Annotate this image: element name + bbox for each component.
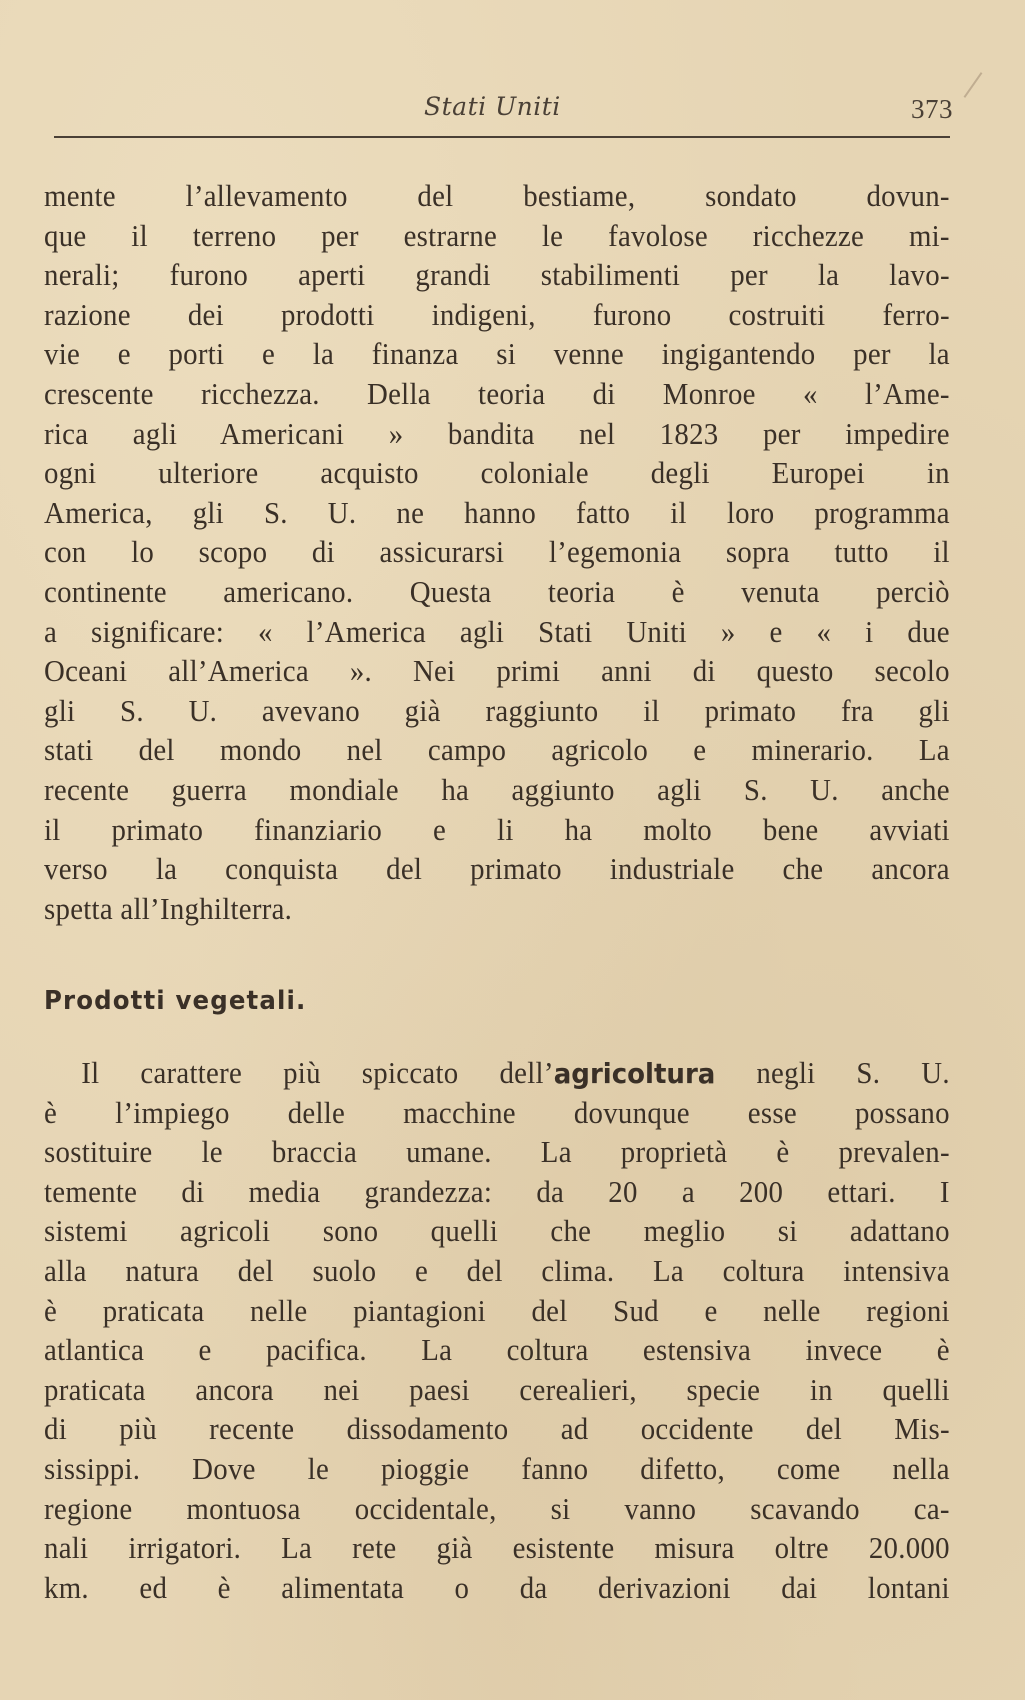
- text-line: vie e porti e la finanza si venne ingigantendo per la: [44, 336, 950, 372]
- text-line: a significare: « l’America agli Stati Uniti » e « i due: [44, 613, 950, 649]
- text-line: razione dei prodotti indigeni, furono costruiti ferro-: [44, 296, 950, 332]
- text-line: continente americano. Questa teoria è venuta perciò: [44, 573, 950, 609]
- text-line: km. ed è alimentata o da derivazioni dai lontani: [44, 1569, 950, 1605]
- paragraph-agriculture: [44, 1053, 950, 1607]
- text-line: sissippi. Dove le pioggie fanno difetto, come nella: [44, 1450, 950, 1486]
- text-line: gli S. U. avevano già raggiunto il primato fra gli: [44, 692, 950, 728]
- page-number: 373: [911, 94, 953, 124]
- text-line: America, gli S. U. ne hanno fatto il loro programma: [44, 494, 950, 530]
- text-run: Il carattere più spiccato dell’: [81, 1055, 554, 1090]
- section-heading: Prodotti vegetali.: [44, 986, 307, 1016]
- text-line: è praticata nelle piantagioni del Sud e nelle regioni: [44, 1292, 950, 1328]
- text-line-first: [44, 1053, 950, 1093]
- text-line: sistemi agricoli sono quelli che meglio si adattano: [44, 1213, 950, 1249]
- running-head: [0, 88, 1025, 128]
- text-line: con lo scopo di assicurarsi l’egemonia sopra tutto il: [44, 534, 950, 570]
- paragraph-continued: [44, 176, 950, 928]
- text-line: atlantica e pacifica. La coltura estensiva invece è: [44, 1332, 950, 1368]
- text-line: praticata ancora nei paesi cerealieri, specie in quelli: [44, 1371, 950, 1407]
- text-line: spetta all’Inghilterra.: [44, 890, 293, 926]
- text-line: di più recente dissodamento ad occidente del Mis-: [44, 1411, 950, 1447]
- text-line: Oceani all’America ». Nei primi anni di questo secolo: [44, 653, 950, 689]
- text-line: il primato finanziario e li ha molto bene avviati: [44, 811, 950, 847]
- text-line: temente di media grandezza: da 20 a 200 ettari. I: [44, 1173, 950, 1209]
- text-line: recente guerra mondiale ha aggiunto agli S. U. anche: [44, 771, 950, 807]
- text-line: crescente ricchezza. Della teoria di Monroe « l’Ame-: [44, 375, 950, 411]
- header-rule: [54, 136, 950, 138]
- text-line: rica agli Americani » bandita nel 1823 per impedire: [44, 415, 950, 451]
- text-line: regione montuosa occidentale, si vanno scavando ca-: [44, 1490, 950, 1526]
- bold-term: agricoltura: [553, 1057, 716, 1090]
- running-title: Stati Uniti: [424, 92, 561, 121]
- text-line: stati del mondo nel campo agricolo e minerario. La: [44, 732, 950, 768]
- text-line: nerali; furono aperti grandi stabilimenti per la lavo-: [44, 257, 950, 293]
- text-line: ogni ulteriore acquisto coloniale degli Europei in: [44, 455, 950, 491]
- text-line: mente l’allevamento del bestiame, sondato dovun-: [44, 178, 950, 213]
- text-line: nali irrigatori. La rete già esistente misura oltre 20.000: [44, 1530, 950, 1566]
- text-line: sostituire le braccia umane. La proprietà è prevalen-: [44, 1134, 950, 1170]
- text-run: negli S. U.: [715, 1055, 950, 1090]
- text-line: verso la conquista del primato industriale che ancora: [44, 851, 950, 887]
- text-line: alla natura del suolo e del clima. La coltura intensiva: [44, 1252, 950, 1288]
- text-line: è l’impiego delle macchine dovunque esse possano: [44, 1094, 950, 1130]
- text-line: que il terreno per estrarne le favolose ricchezze mi-: [44, 217, 950, 253]
